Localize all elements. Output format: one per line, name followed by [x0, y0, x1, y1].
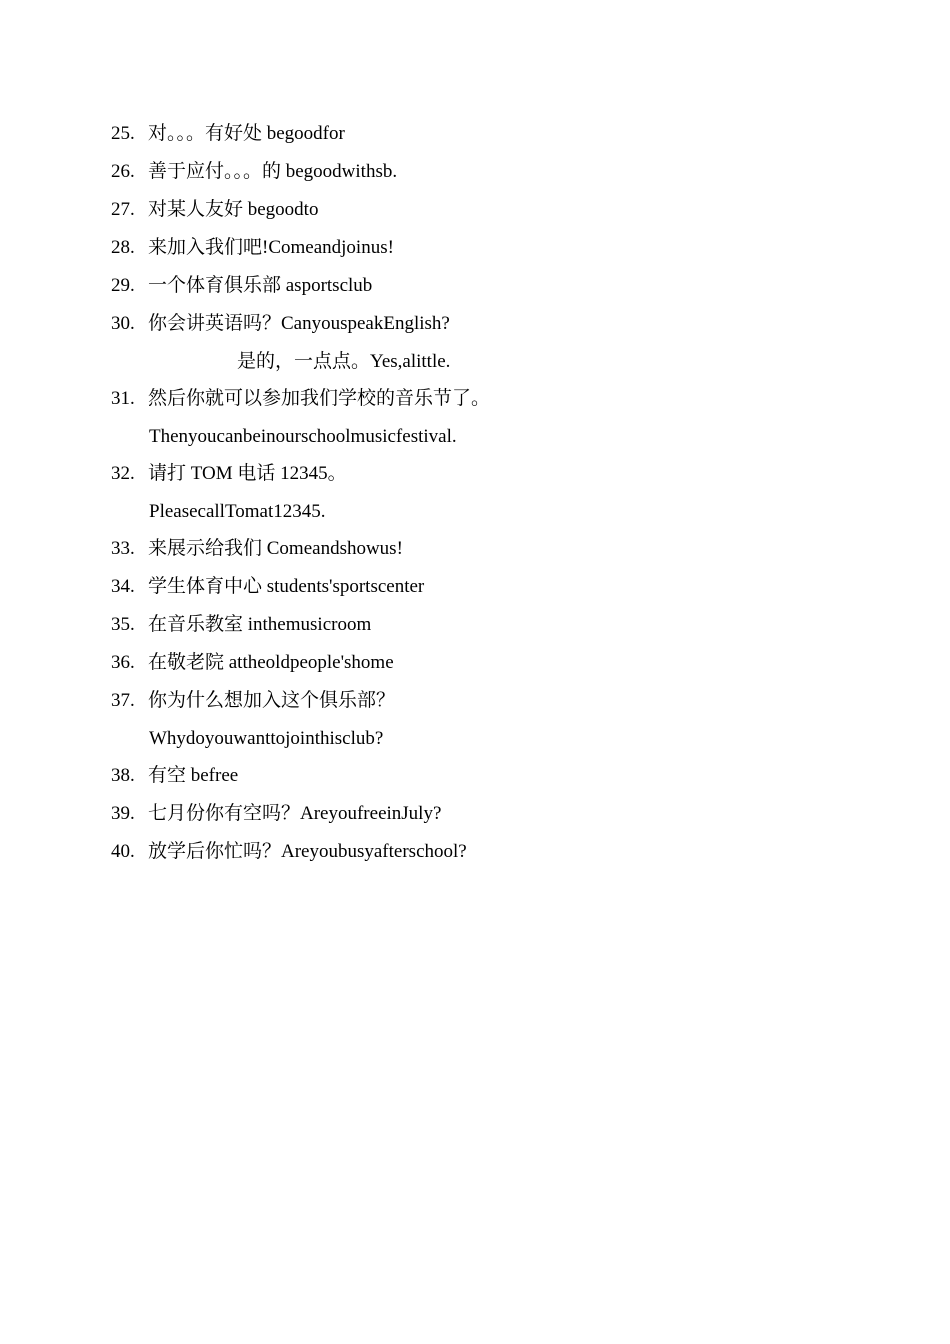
item-number: 31. — [111, 388, 135, 409]
item-number: 34. — [111, 576, 135, 597]
list-item — [111, 606, 871, 644]
list-item-continuation — [111, 720, 871, 757]
list-item — [111, 795, 871, 833]
list-item-continuation — [111, 343, 871, 380]
list-item — [111, 455, 871, 493]
item-text: 来展示给我们 Comeandshowus! — [148, 538, 403, 559]
item-continuation-text: PleasecallTomat12345. — [149, 501, 326, 522]
list-item — [111, 757, 871, 795]
item-text: 善于应付。。。的 begoodwithsb. — [148, 161, 398, 182]
item-number: 38. — [111, 765, 135, 786]
item-number: 25. — [111, 123, 135, 144]
list-item — [111, 530, 871, 568]
item-number: 29. — [111, 275, 135, 296]
list-item — [111, 568, 871, 606]
item-text: 然后你就可以参加我们学校的音乐节了。 — [148, 388, 491, 409]
item-text: 有空 befree — [148, 765, 239, 786]
item-text: 学生体育中心 students'sportscenter — [148, 576, 425, 597]
list-item — [111, 644, 871, 682]
list-item — [111, 153, 871, 191]
item-text: 请打 TOM 电话 12345。 — [148, 463, 347, 484]
item-number: 28. — [111, 237, 135, 258]
list-item — [111, 380, 871, 418]
item-text: 一个体育俱乐部 asportsclub — [148, 275, 373, 296]
list-item — [111, 267, 871, 305]
item-continuation-text: Whydoyouwanttojointhisclub? — [149, 728, 384, 749]
item-text: 你会讲英语吗？CanyouspeakEnglish? — [148, 313, 450, 334]
item-text: 在音乐教室 inthemusicroom — [148, 614, 372, 635]
item-text: 对某人友好 begoodto — [148, 199, 319, 220]
item-number: 37. — [111, 690, 135, 711]
item-continuation-text: Thenyoucanbeinourschoolmusicfestival. — [149, 426, 457, 447]
list-item — [111, 229, 871, 267]
item-continuation-text: 是的，一点点。Yes,alittle. — [237, 351, 451, 372]
list-item-continuation — [111, 418, 871, 455]
item-number: 26. — [111, 161, 135, 182]
list-item — [111, 833, 871, 871]
item-number: 39. — [111, 803, 135, 824]
list-item — [111, 191, 871, 229]
list-item — [111, 305, 871, 343]
item-text: 在敬老院 attheoldpeople'shome — [148, 652, 394, 673]
item-number: 35. — [111, 614, 135, 635]
list-item — [111, 682, 871, 720]
item-text: 你为什么想加入这个俱乐部？ — [148, 690, 396, 711]
phrase-list — [111, 115, 871, 871]
list-item-continuation — [111, 493, 871, 530]
item-text: 七月份你有空吗？AreyoufreeinJuly? — [148, 803, 442, 824]
item-text: 来加入我们吧!Comeandjoinus! — [148, 237, 394, 258]
item-number: 27. — [111, 199, 135, 220]
item-number: 32. — [111, 463, 135, 484]
item-number: 33. — [111, 538, 135, 559]
list-item — [111, 115, 871, 153]
item-number: 36. — [111, 652, 135, 673]
item-text: 放学后你忙吗？Areyoubusyafterschool? — [148, 841, 467, 862]
item-text: 对。。。有好处 begoodfor — [148, 123, 345, 144]
item-number: 40. — [111, 841, 135, 862]
item-number: 30. — [111, 313, 135, 334]
